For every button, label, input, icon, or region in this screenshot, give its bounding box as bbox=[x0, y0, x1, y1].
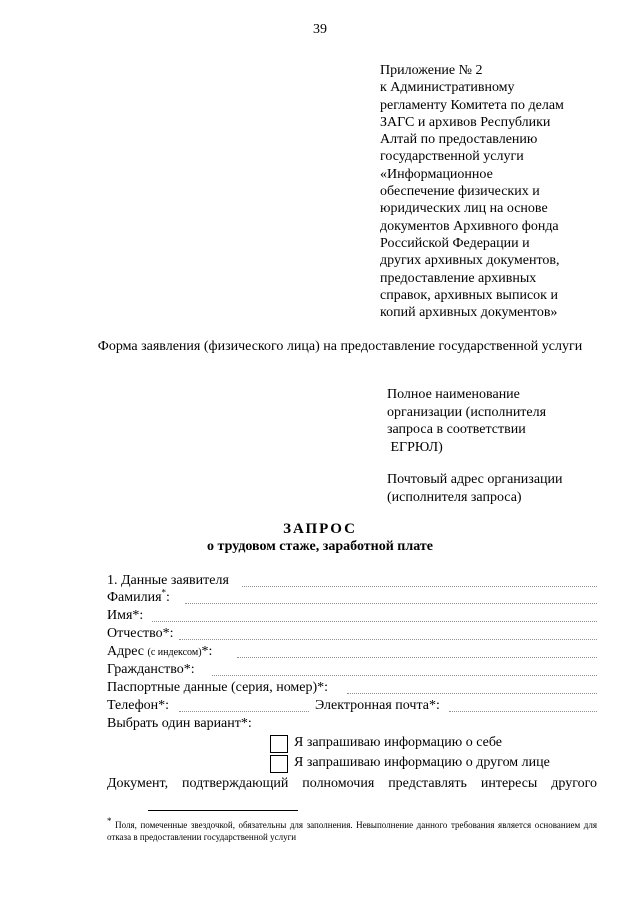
phone-input-line[interactable] bbox=[179, 711, 309, 712]
field-patronymic[interactable] bbox=[107, 625, 597, 643]
recipient-address-block bbox=[387, 471, 617, 506]
email-label: Электронная почта*: bbox=[315, 698, 440, 713]
citizenship-label: Гражданство*: bbox=[107, 662, 195, 677]
appendix-line: Приложение № 2 bbox=[380, 63, 483, 78]
field-address[interactable] bbox=[107, 643, 597, 661]
footnote-text: Поля, помеченные звездочкой, обязательны для заполнения. Невыполнение данного требования является основанием для отказа в предоставлении государственной услуги bbox=[107, 820, 598, 842]
appendix-line: «Информационное bbox=[380, 166, 493, 182]
option-self-label: Я запрашиваю информацию о себе bbox=[294, 735, 502, 750]
field-phone-email[interactable] bbox=[107, 697, 597, 715]
address-input-line[interactable] bbox=[237, 657, 597, 658]
phone-label: Телефон*: bbox=[107, 698, 170, 713]
recipient-name-line: ЕГРЮЛ) bbox=[387, 439, 443, 455]
appendix-header bbox=[380, 62, 620, 321]
appendix-line: копий архивных документов» bbox=[380, 305, 558, 321]
footnote-mark: * bbox=[107, 816, 112, 826]
surname-input-line[interactable] bbox=[185, 603, 597, 604]
recipient-name-block bbox=[387, 386, 617, 456]
recipient-name-line: Полное наименование bbox=[387, 387, 520, 402]
citizenship-input-line[interactable] bbox=[212, 675, 597, 676]
option-self-checkbox[interactable] bbox=[270, 735, 288, 753]
appendix-line: Алтай по предоставлению bbox=[380, 132, 538, 148]
field-surname[interactable] bbox=[107, 589, 597, 607]
surname-label bbox=[107, 589, 170, 607]
address-suffix: *: bbox=[201, 644, 213, 659]
recipient-address-line: (исполнителя запроса) bbox=[387, 489, 522, 505]
section-applicant-data bbox=[107, 572, 597, 590]
footnote-ref: * bbox=[161, 587, 167, 598]
recipient-name-line: запроса в соответствии bbox=[387, 422, 526, 437]
address-text: Адрес bbox=[107, 644, 145, 659]
dotted-line bbox=[242, 586, 597, 587]
footnote bbox=[107, 816, 598, 843]
address-label bbox=[107, 643, 212, 662]
field-name[interactable] bbox=[107, 607, 597, 625]
appendix-line: предоставление архивных bbox=[380, 270, 537, 286]
field-choose-option bbox=[107, 715, 597, 733]
appendix-line: к Административному bbox=[380, 80, 515, 96]
appendix-line: обеспечение физических и bbox=[380, 184, 540, 200]
email-input-line[interactable] bbox=[449, 711, 597, 712]
choose-option-label: Выбрать один вариант*: bbox=[107, 716, 252, 731]
footnote-divider bbox=[148, 810, 298, 811]
name-label: Имя*: bbox=[107, 608, 144, 623]
page-number: 39 bbox=[313, 22, 327, 37]
appendix-line: государственной услуги bbox=[380, 149, 524, 165]
appendix-line: Российской Федерации и bbox=[380, 235, 530, 251]
patronymic-label: Отчество*: bbox=[107, 626, 174, 641]
name-input-line[interactable] bbox=[152, 621, 597, 622]
recipient-address-line: Почтовый адрес организации bbox=[387, 472, 563, 487]
appendix-line: справок, архивных выписок и bbox=[380, 287, 558, 303]
appendix-line: документов Архивного фонда bbox=[380, 218, 559, 234]
field-passport[interactable] bbox=[107, 679, 597, 697]
patronymic-input-line[interactable] bbox=[179, 639, 597, 640]
form-title: Форма заявления (физического лица) на предоставление государственной услуги bbox=[97, 339, 583, 354]
appendix-line: других архивных документов, bbox=[380, 253, 560, 269]
request-heading: ЗАПРОС bbox=[283, 521, 357, 537]
passport-input-line[interactable] bbox=[347, 693, 597, 694]
appendix-line: регламенту Комитета по делам bbox=[380, 97, 564, 113]
field-citizenship[interactable] bbox=[107, 661, 597, 679]
appendix-line: юридических лиц на основе bbox=[380, 201, 548, 217]
authority-document-line: Документ, подтверждающий полномочия представлять интересы другого bbox=[107, 776, 597, 791]
surname-text: Фамилия bbox=[107, 590, 162, 605]
passport-label: Паспортные данные (серия, номер)*: bbox=[107, 680, 329, 695]
request-subheading: о трудовом стаже, заработной плате bbox=[207, 539, 433, 554]
appendix-line: ЗАГС и архивов Республики bbox=[380, 114, 551, 130]
option-other-label: Я запрашиваю информацию о другом лице bbox=[294, 755, 550, 770]
recipient-name-line: организации (исполнителя bbox=[387, 404, 547, 420]
section-title: 1. Данные заявителя bbox=[107, 573, 229, 588]
option-other-checkbox[interactable] bbox=[270, 755, 288, 773]
address-hint: (с индексом) bbox=[147, 647, 202, 658]
surname-colon: : bbox=[166, 590, 170, 605]
